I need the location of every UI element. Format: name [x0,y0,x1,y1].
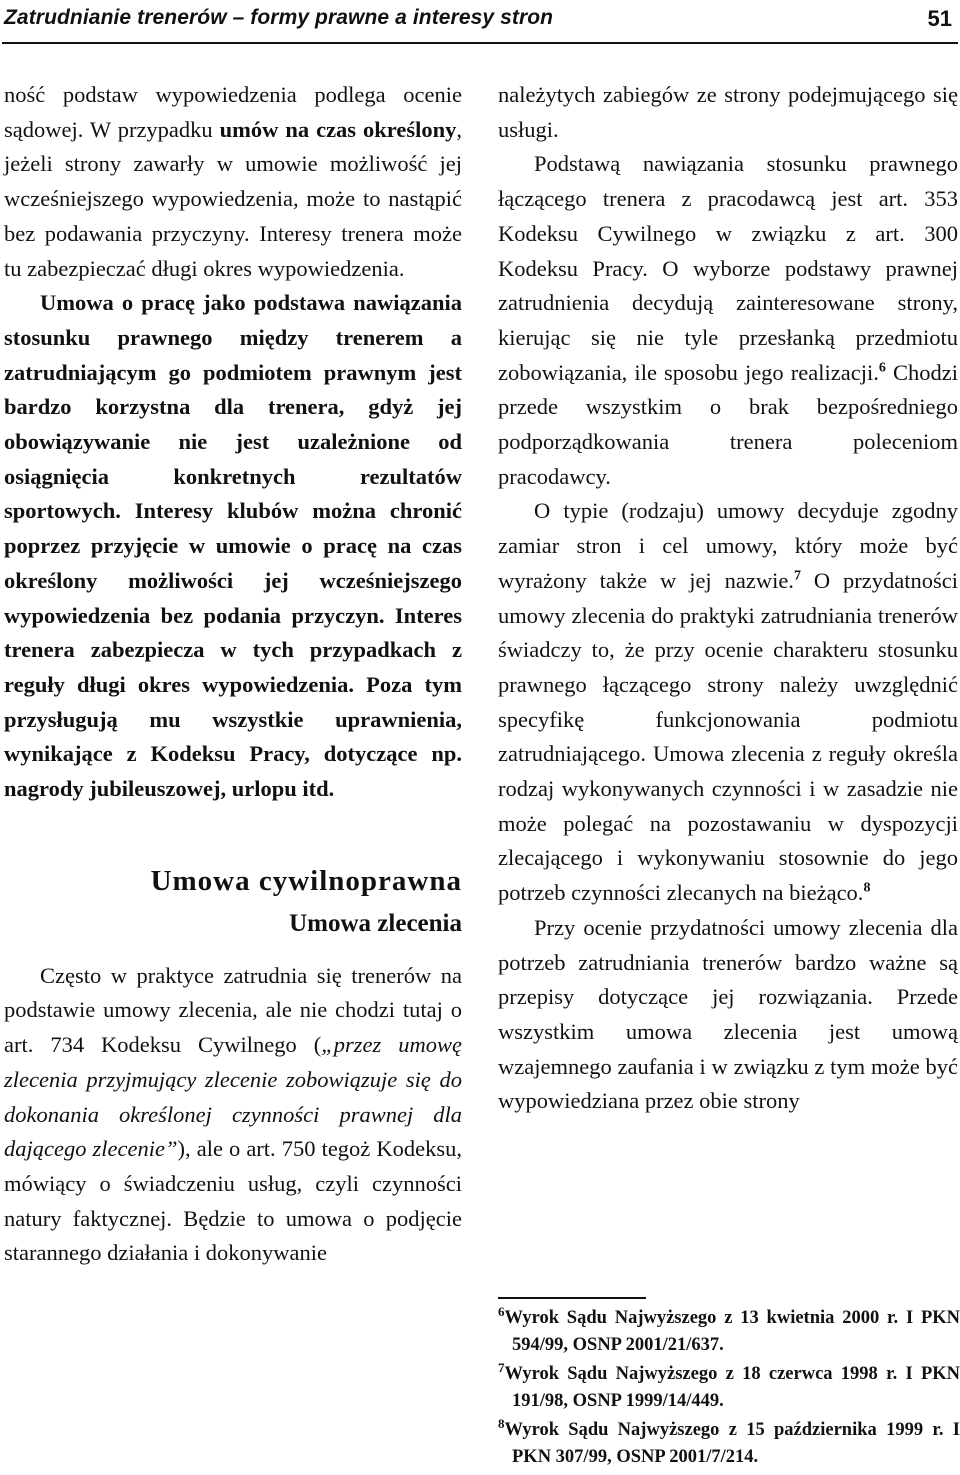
footnote [498,1361,960,1414]
footnote-text: Wyrok Sądu Najwyższego z 18 czerwca 1998 r. I PKN 191/98, OSNP 1999/14/449. [504,1364,960,1411]
running-title: Zatrudnianie trenerów – formy prawne a interesy stron [4,6,554,29]
text-run: Często w praktyce zatrudnia się trenerów na podstawie umowy zlecenia, ale nie chodzi tutaj o art. 734 Kodeksu Cywilnego ( [4,962,462,1058]
paragraph: należytych zabiegów ze strony podejmującego się usługi. [498,82,958,142]
paragraph [498,494,958,910]
header-rule [2,42,958,44]
paragraph [4,78,462,286]
left-column [4,78,462,1271]
text-run: Podstawą nawiązania stosunku prawnego łączącego trenera z pracodawcą jest art. 353 Kodeksu Cywilnego w związku z art. 300 Kodeksu Pracy. O wyborze podstawy prawnej zatrudnienia decydują zainteresowane strony, kierując się nie tyle przesłanką przedmiotu zobowiązania, ile sposobu jego realizacji. [498,151,958,385]
footnote-rule [498,1297,646,1299]
right-column [498,78,958,1119]
bold-paragraph: Umowa o pracę jako podstawa nawiązania stosunku prawnego między trenerem a zatrudniającym go podmiotem prawnym jest bardzo korzystna dla trenera, gdyż jej obowiązywanie nie jest uzależnione od osiągnięcia konkretnych rezultatów sportowych. Interesy klubów można chronić poprzez przyjęcie w umowie o pracę na czas określony możliwości jej wcześniejszego wypowiedzenia bez podania przyczyn. Interes trenera zabezpiecza w tych przypadkach z reguły długi okres wypowiedzenia. Poza tym przysługują mu wszystkie uprawnienia, wynikające z Kodeksu Pracy, dotyczące np. nagrody jubileuszowej, urlopu itd. [4,290,462,802]
footnote-text: Wyrok Sądu Najwyższego z 15 października 1999 r. I PKN 307/99, OSNP 2001/7/214. [504,1420,960,1467]
bold-term: umów na czas określony [219,116,457,142]
footnote-text: Wyrok Sądu Najwyższego z 13 kwietnia 2000 r. I PKN 594/99, OSNP 2001/21/637. [504,1308,960,1355]
section-heading: Umowa cywilnoprawna [150,864,462,897]
page-number: 51 [927,6,952,31]
footnote-number: 8 [498,1415,505,1431]
text-run: , jeżeli strony zawarły w umowie możliwość jej wcześniejszego wypowiedzenia, może to nastąpić bez podawania przyczyny. Interesy trenera może tu zabezpieczać długi okres wypowiedzenia. [4,116,462,281]
footnote-ref[interactable]: 8 [863,880,871,896]
page-header [0,0,960,40]
footnotes [498,1305,960,1473]
text-run: ), ale o art. 750 tegoż Kodeksu, mówiący o świadczeniu usług, czyli czynności natury faktycznej. Będzie to umowa o podjęcie starannego działania i dokonywanie [4,1136,462,1266]
quoted-definition: „przez umowę zlecenia przyjmujący zlecenie zobowiązuje się do dokonania określonej czynności prawnej dla dającego zlecenie” [4,1032,462,1162]
footnote-number: 7 [498,1359,505,1375]
footnote-number: 6 [498,1303,505,1319]
paragraph [498,147,958,494]
text-run: O przydatności umowy zlecenia do praktyki zatrudniania trenerów świadczy to, że przy ocenie charakteru stosunku prawnego łączącego strony należy uwzględnić specyfikę funkcjonowania podmiotu zatrudniającego. Umowa zlecenia z reguły określa rodzaj wykonywanych czynności i w zasadzie nie może polegać na pozostawaniu w dyspozycji zlecającego i wykonywaniu stosownie do jego potrzeb czynności zlecanych na bieżąco. [498,567,958,906]
footnote-ref[interactable]: 6 [878,360,886,376]
paragraph [4,959,462,1271]
subsection-heading: Umowa zlecenia [289,909,462,937]
footnote-ref[interactable]: 7 [793,568,801,584]
text-run: ność podstaw wypowiedzenia podlega ocenie sądowej. W przypadku [4,82,462,142]
text-run: Chodzi przede wszystkim o brak bezpośredniego podporządkowania trenera poleceniom pracodawcy. [498,359,958,489]
text-run: O typie (rodzaju) umowy decyduje zgodny zamiar stron i cel umowy, który może być wyrażony także w jej nazwie. [498,498,958,593]
footnote [498,1417,960,1470]
paragraph: Przy ocenie przydatności umowy zlecenia dla potrzeb zatrudniania trenerów bardzo ważne są przepisy dotyczące jej rozwiązania. Przede wszystkim umowa zlecenia jest umową wzajemnego zaufania i w związku z tym może być wypowiedziana przez obie strony [498,914,958,1114]
footnote [498,1305,960,1358]
